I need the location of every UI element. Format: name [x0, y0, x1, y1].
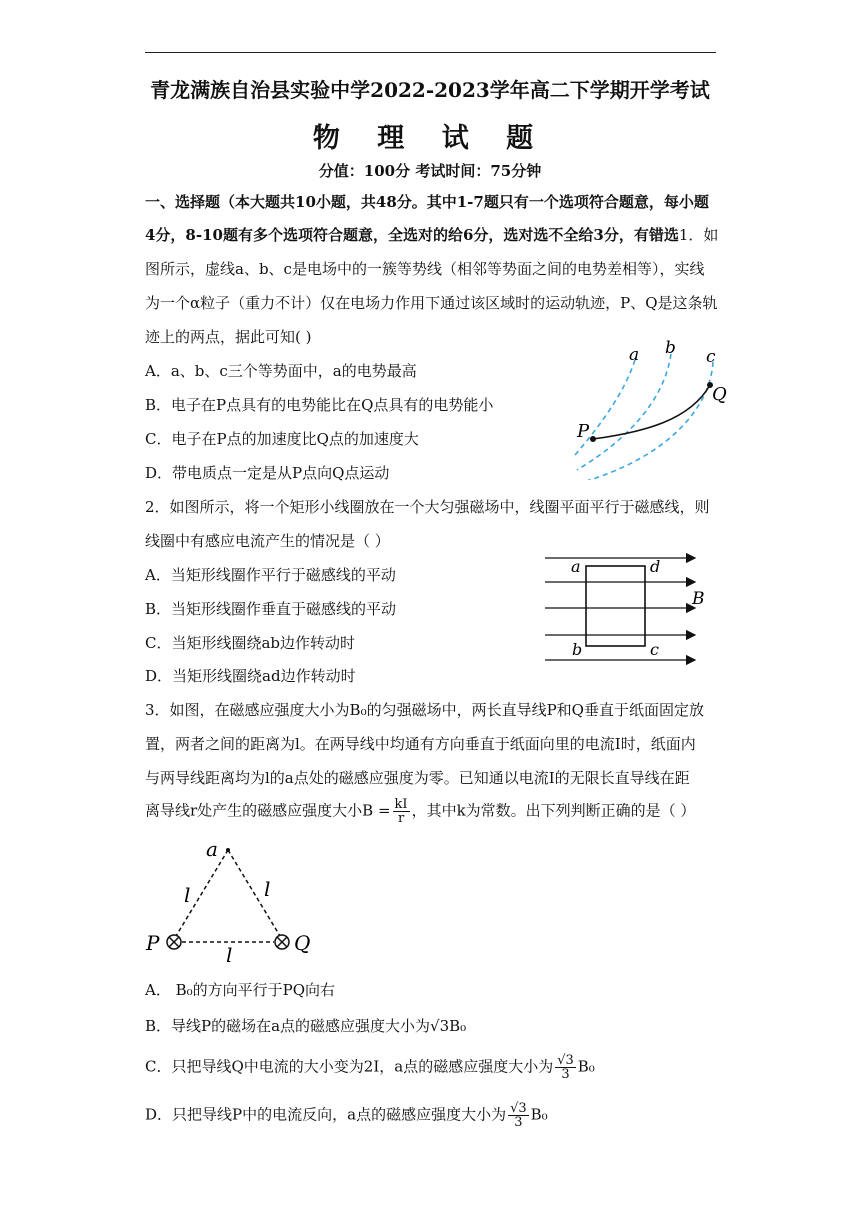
label-b: b [665, 340, 676, 358]
top-rule [145, 52, 716, 53]
label-a: a [206, 838, 218, 861]
q3-option-d-denominator: 3 [514, 1115, 523, 1130]
q3-stem-line1: 3．如图，在磁感应强度大小为B₀的匀强磁场中，两长直导线P和Q垂直于纸面固定放 [145, 701, 704, 719]
label-field-b: B [692, 589, 705, 609]
q2-figure [540, 550, 715, 672]
q2-option-b: B．当矩形线圈作垂直于磁感线的平动 [145, 600, 397, 618]
q3-stem-line2: 置，两者之间的距离为l。在两导线中均通有方向垂直于纸面向里的电流I时，纸面内 [145, 735, 696, 753]
q1-option-d: D．带电质点一定是从P点向Q点运动 [145, 464, 390, 482]
q1-option-b: B．电子在P点具有的电势能比在Q点具有的电势能小 [145, 396, 494, 414]
q1-option-c: C．电子在P点的加速度比Q点的加速度大 [145, 430, 419, 448]
equipotential-c [583, 362, 713, 480]
rectangular-coil [586, 566, 645, 646]
label-b: b [572, 640, 583, 659]
q3-option-b: B．导线P的磁场在a点的磁感应强度大小为√3B₀ [145, 1017, 467, 1035]
q3-option-c-text: C．只把导线Q中电流的大小变为2I，a点的磁感应强度大小为 [145, 1057, 554, 1076]
q1-number: 1．如 [678, 226, 719, 244]
q1-stem-line1: 图所示，虚线a、b、c是电场中的一簇等势线（相邻等势面之间的电势差相等），实线 [145, 260, 705, 278]
exam-meta: 分值：100分 考试时间：75分钟 [318, 162, 542, 180]
formula-denominator: r [397, 811, 405, 826]
q3-option-d-tail: B₀ [530, 1105, 548, 1124]
wire-p-into-page-icon [167, 935, 181, 949]
formula-numerator: kI [394, 797, 408, 812]
formula-fraction [393, 798, 410, 825]
q3-stem-line4-end: ，其中k为常数。出下列判断正确的是（ ） [411, 801, 696, 820]
label-q: Q [712, 384, 727, 405]
section-heading-line1: 一、选择题（本大题共10小题，共48分。其中1-7题只有一个选项符合题意，每小题 [145, 193, 709, 211]
q1-option-a: A．a、b、c三个等势面中，a的电势最高 [145, 362, 417, 380]
q3-figure [140, 838, 320, 963]
q1-figure [565, 340, 745, 480]
q2-stem-line1: 2．如图所示，将一个矩形小线圈放在一个大匀强磁场中，线圈平面平行于磁感线，则 [145, 498, 710, 516]
q3-option-d-fraction [508, 1102, 529, 1129]
label-l-left: l [184, 883, 191, 907]
label-d: d [650, 557, 661, 576]
q3-stem-line4 [145, 798, 695, 825]
label-l-bottom: l [226, 943, 233, 963]
wire-q-into-page-icon [275, 935, 289, 949]
equipotential-b [577, 354, 671, 470]
point-a [226, 848, 230, 852]
q3-option-c-tail: B₀ [577, 1057, 595, 1076]
q2-option-c: C．当矩形线圈绕ab边作转动时 [145, 634, 356, 652]
q2-option-a: A．当矩形线圈作平行于磁感线的平动 [145, 566, 396, 584]
label-q: Q [294, 931, 311, 955]
subject-title: 物 理 试 题 [312, 123, 548, 154]
q3-option-a: A． B₀的方向平行于PQ向右 [145, 981, 336, 999]
section-heading-line2 [145, 224, 718, 245]
label-c: c [650, 640, 659, 659]
q3-option-c-denominator: 3 [561, 1067, 570, 1082]
label-l-right: l [264, 877, 271, 901]
label-a: a [629, 345, 640, 365]
label-a: a [571, 557, 581, 576]
q1-stem-line2: 为一个α粒子（重力不计）仅在电场力作用下通过该区域时的运动轨迹，P、Q是这条轨 [145, 294, 718, 312]
q3-option-d-numerator: √3 [510, 1101, 527, 1116]
school-title: 青龙满族自治县实验中学2022-2023学年高二下学期开学考试 [150, 78, 710, 102]
label-p: P [577, 421, 590, 442]
section-heading-line2-bold: 4分，8-10题有多个选项符合题意，全选对的给6分，选对选不全给3分，有错选 [145, 226, 679, 244]
q3-option-d-text: D．只把导线P中的电流反向，a点的磁感应强度大小为 [145, 1105, 507, 1124]
point-p [590, 436, 596, 442]
q2-option-d: D．当矩形线圈绕ad边作转动时 [145, 667, 356, 685]
q1-stem-line3: 迹上的两点，据此可知( ) [145, 328, 312, 346]
q3-option-d [145, 1102, 548, 1129]
label-p: P [146, 931, 160, 955]
label-c: c [706, 347, 716, 367]
q3-option-c-fraction [555, 1054, 576, 1081]
side-right [228, 850, 280, 936]
trajectory [593, 385, 710, 439]
q3-stem-line4-start: 离导线r处产生的磁感应强度大小B = [145, 801, 391, 820]
q3-stem-line3: 与两导线距离均为l的a点处的磁感应强度为零。已知通以电流I的无限长直导线在距 [145, 769, 690, 787]
q2-stem-line2: 线圈中有感应电流产生的情况是（ ） [145, 532, 390, 550]
q3-option-c-numerator: √3 [557, 1053, 574, 1068]
q3-option-c [145, 1054, 595, 1081]
